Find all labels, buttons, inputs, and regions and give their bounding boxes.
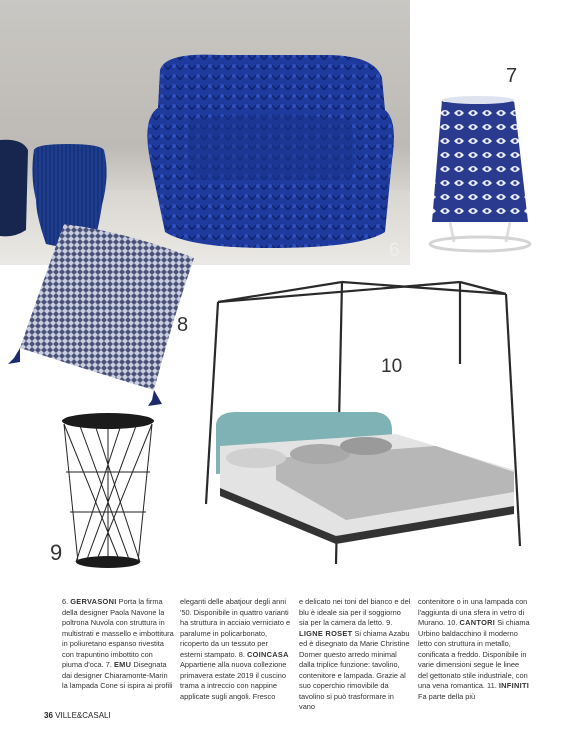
tassel	[148, 390, 162, 406]
wire-side-table	[60, 412, 160, 574]
woven-cushion	[2, 212, 202, 410]
caption-column-3	[299, 597, 411, 713]
brand-name: GERVASONI	[70, 597, 117, 606]
brand-name: LIGNE ROSET	[299, 628, 353, 638]
item-number-6: 6	[389, 240, 400, 261]
caption-paragraph	[62, 597, 174, 692]
caption-text: Fa parte della più	[418, 691, 476, 701]
tassel	[8, 348, 20, 364]
pillow	[226, 448, 286, 468]
caption-column-4	[418, 597, 530, 702]
brand-name: CANTORI	[459, 618, 496, 627]
lamp-shade	[432, 100, 528, 222]
lamp-top	[442, 96, 514, 104]
caption-paragraph	[180, 597, 292, 702]
cushion-body	[20, 224, 194, 390]
item-number-9: 9	[50, 540, 63, 565]
table-base	[76, 556, 140, 568]
caption-text: Si chiama Azabu ed è disegnato da Marie Christine Dorner questo arredo minimal dalla triplice funzione: tavolino, contenitore e lampada. Grazie al suo coperchio rimovibile da tavolino si può trasformare in vano	[299, 628, 410, 711]
caption-text: eleganti delle abatjour degli anni '50. Disponibile in quattro varianti ha struttura in acciaio verniciato e paralume in policarbonato, ricoperto da un tessuto per esterni stampato. 8.	[180, 597, 291, 659]
page-number: 36	[44, 711, 53, 720]
item-number-10: 10	[381, 356, 403, 377]
brand-name: EMU	[113, 660, 132, 669]
caption-text: contenitore o in una lampada con l'aggiunta di una sfera in vetro di Murano. 10.	[418, 597, 528, 627]
caption-text: 6.	[62, 597, 71, 606]
caption-paragraph	[299, 597, 411, 713]
caption-text: e delicato nei toni del bianco e del blu è ideale sia per il soggiorno sia per la camera da letto. 9.	[299, 597, 411, 627]
lamp-base-ring	[430, 237, 530, 251]
pillow	[340, 437, 392, 455]
caption-text: Disegnata dai designer Chiaramonte-Marin la lampada Cone si ispira ai profili	[62, 660, 173, 690]
cone-lamp	[424, 92, 544, 257]
canopy-bed	[196, 274, 536, 574]
item-number-8: 8	[177, 314, 189, 336]
magazine-name: VILLE&CASALI	[55, 711, 111, 720]
caption-text: Si chiama Urbino baldacchino il moderno letto con struttura in metallo, conificata a freddo. Disponibile in varie dimensioni segue le linee del gettonato stile industriale, con una vena romantica. 11.	[418, 618, 530, 690]
caption-column-2	[180, 597, 292, 702]
item-number-7: 7	[506, 65, 518, 87]
brand-name: INFINITI	[498, 681, 530, 690]
page-footer	[44, 711, 111, 720]
brand-name: COINCASA	[246, 649, 289, 659]
caption-text: Appartiene alla nuova collezione primavera estate 2019 il cuscino trama a intreccio con nappine applicate sugli angoli. Fresco	[180, 660, 287, 701]
caption-column-1	[62, 597, 174, 692]
armchair-seat	[188, 114, 355, 180]
caption-text: Porta la firma della designer Paola Navone la poltrona Nuvola con struttura in multistrati e massello e imbottitura in poliuretano espanso rivestita con trapuntino imbottito con piuma d'oca. 7.	[62, 597, 174, 669]
caption-paragraph	[418, 597, 530, 702]
table-top	[62, 413, 154, 429]
